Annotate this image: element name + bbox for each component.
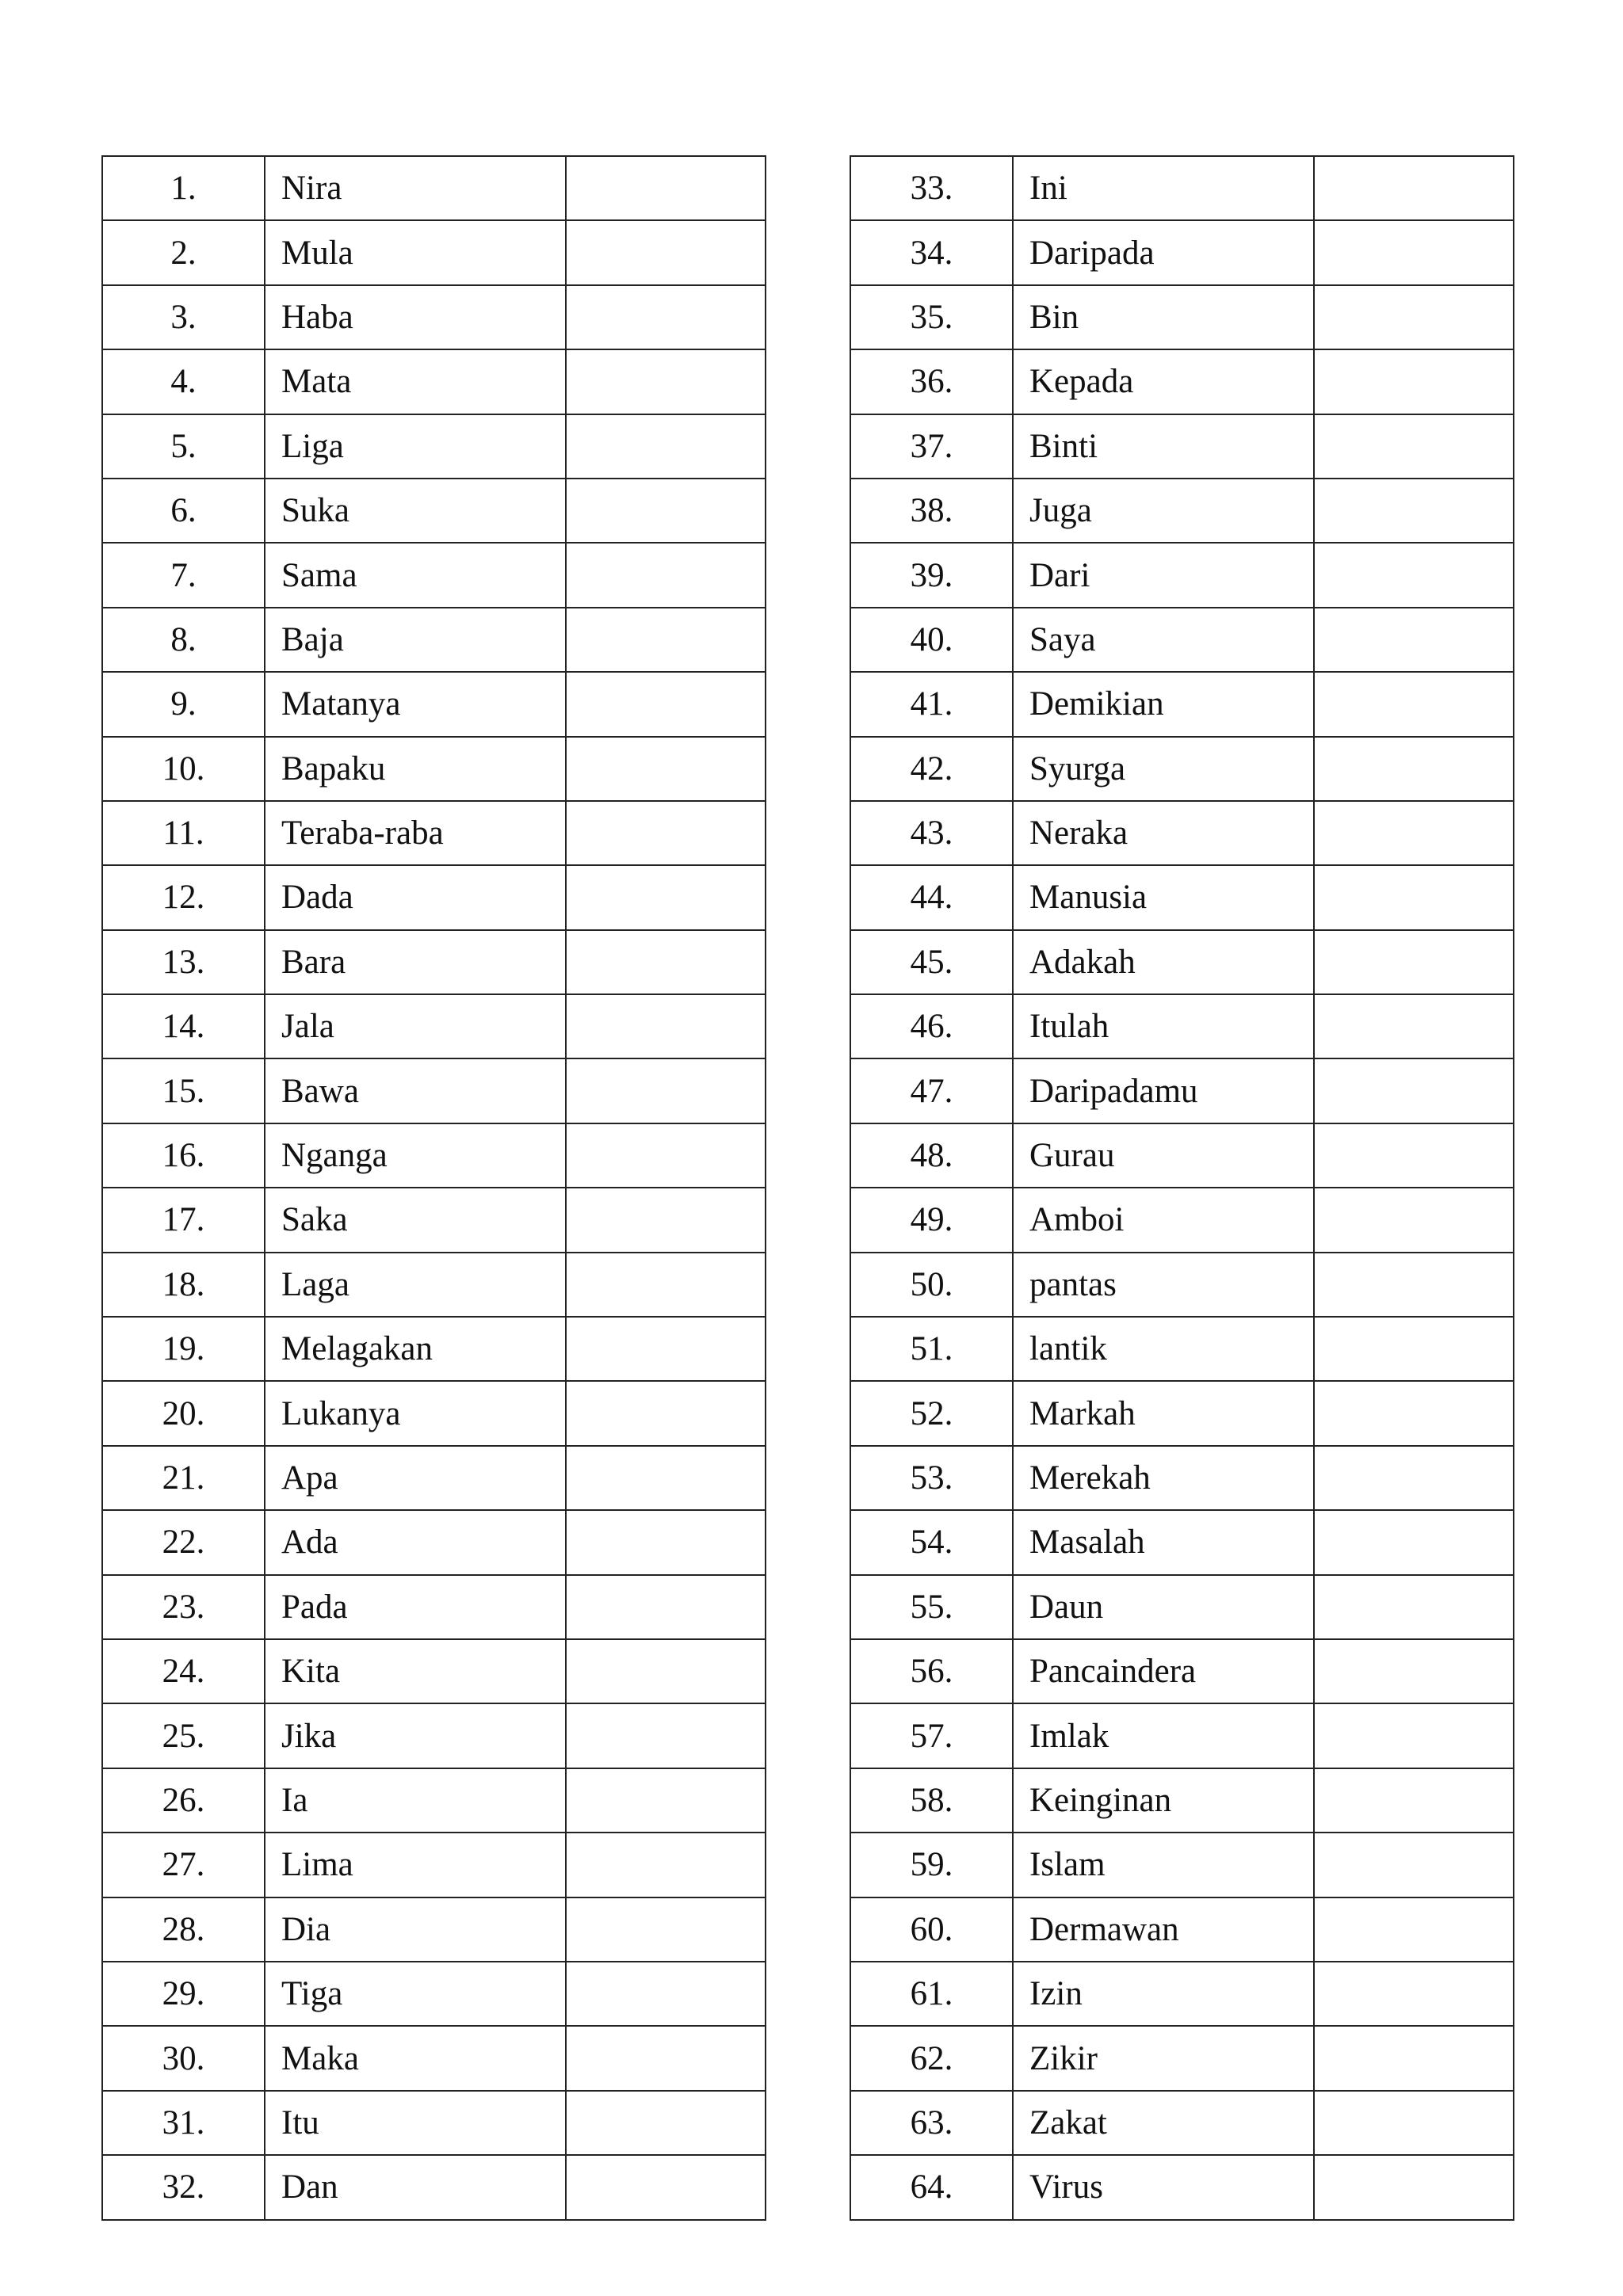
table-row — [850, 543, 1514, 607]
answer-blank-cell — [1314, 1253, 1514, 1317]
answer-blank-cell — [1314, 2026, 1514, 2090]
answer-blank-cell — [1314, 2155, 1514, 2219]
table-row — [102, 801, 766, 865]
answer-blank-cell — [1314, 1639, 1514, 1703]
word-cell: Apa — [265, 1446, 566, 1510]
word-cell: Zikir — [1013, 2026, 1314, 2090]
row-number-cell: 57. — [850, 1703, 1013, 1768]
table-row — [102, 285, 766, 349]
row-number-cell: 30. — [102, 2026, 265, 2090]
answer-blank-cell — [1314, 1510, 1514, 1574]
table-row — [102, 2155, 766, 2219]
row-number-cell: 60. — [850, 1897, 1013, 1962]
answer-blank-cell — [566, 930, 766, 994]
row-number-cell: 23. — [102, 1575, 265, 1639]
table-row — [850, 414, 1514, 479]
answer-blank-cell — [566, 1446, 766, 1510]
table-row — [850, 1833, 1514, 1897]
row-number-cell: 47. — [850, 1058, 1013, 1123]
row-number-cell: 12. — [102, 865, 265, 929]
word-cell: Itu — [265, 2091, 566, 2155]
table-row — [102, 414, 766, 479]
word-cell: Liga — [265, 414, 566, 479]
word-cell: Markah — [1013, 1381, 1314, 1445]
word-cell: Jala — [265, 994, 566, 1058]
row-number-cell: 44. — [850, 865, 1013, 929]
answer-blank-cell — [566, 2091, 766, 2155]
table-row — [850, 1253, 1514, 1317]
row-number-cell: 7. — [102, 543, 265, 607]
table-row — [102, 1833, 766, 1897]
row-number-cell: 48. — [850, 1123, 1013, 1188]
table-row — [850, 156, 1514, 220]
answer-blank-cell — [1314, 672, 1514, 736]
row-number-cell: 51. — [850, 1317, 1013, 1381]
row-number-cell: 49. — [850, 1188, 1013, 1252]
answer-blank-cell — [566, 1253, 766, 1317]
answer-blank-cell — [1314, 1317, 1514, 1381]
row-number-cell: 64. — [850, 2155, 1013, 2219]
word-cell: Suka — [265, 479, 566, 543]
table-row — [850, 672, 1514, 736]
word-cell: Keinginan — [1013, 1768, 1314, 1833]
table-row — [850, 220, 1514, 284]
answer-blank-cell — [566, 801, 766, 865]
answer-blank-cell — [1314, 930, 1514, 994]
table-row — [850, 1962, 1514, 2026]
word-cell: Jika — [265, 1703, 566, 1768]
row-number-cell: 9. — [102, 672, 265, 736]
word-cell: Matanya — [265, 672, 566, 736]
table-row — [850, 1768, 1514, 1833]
answer-blank-cell — [566, 1897, 766, 1962]
row-number-cell: 13. — [102, 930, 265, 994]
word-cell: Kita — [265, 1639, 566, 1703]
table-row — [102, 1768, 766, 1833]
word-cell: Mata — [265, 349, 566, 414]
row-number-cell: 14. — [102, 994, 265, 1058]
row-number-cell: 21. — [102, 1446, 265, 1510]
answer-blank-cell — [566, 672, 766, 736]
answer-blank-cell — [566, 1123, 766, 1188]
row-number-cell: 28. — [102, 1897, 265, 1962]
table-row — [102, 1381, 766, 1445]
row-number-cell: 38. — [850, 479, 1013, 543]
row-number-cell: 33. — [850, 156, 1013, 220]
word-list-table-right — [850, 155, 1514, 2221]
word-cell: Saka — [265, 1188, 566, 1252]
word-cell: Lukanya — [265, 1381, 566, 1445]
answer-blank-cell — [566, 1381, 766, 1445]
table-row — [102, 543, 766, 607]
table-row — [102, 156, 766, 220]
row-number-cell: 3. — [102, 285, 265, 349]
row-number-cell: 20. — [102, 1381, 265, 1445]
answer-blank-cell — [1314, 1446, 1514, 1510]
row-number-cell: 15. — [102, 1058, 265, 1123]
word-cell: Dia — [265, 1897, 566, 1962]
answer-blank-cell — [1314, 1703, 1514, 1768]
word-cell: Daripadamu — [1013, 1058, 1314, 1123]
table-row — [102, 1639, 766, 1703]
table-row — [850, 1575, 1514, 1639]
row-number-cell: 32. — [102, 2155, 265, 2219]
answer-blank-cell — [566, 1510, 766, 1574]
word-cell: Bara — [265, 930, 566, 994]
row-number-cell: 17. — [102, 1188, 265, 1252]
row-number-cell: 41. — [850, 672, 1013, 736]
word-cell: Izin — [1013, 1962, 1314, 2026]
answer-blank-cell — [1314, 479, 1514, 543]
word-cell: Daun — [1013, 1575, 1314, 1639]
word-cell: lantik — [1013, 1317, 1314, 1381]
answer-blank-cell — [566, 1703, 766, 1768]
answer-blank-cell — [566, 285, 766, 349]
answer-blank-cell — [1314, 1575, 1514, 1639]
word-cell: Melagakan — [265, 1317, 566, 1381]
table-row — [850, 2091, 1514, 2155]
answer-blank-cell — [1314, 865, 1514, 929]
word-cell: Dari — [1013, 543, 1314, 607]
row-number-cell: 56. — [850, 1639, 1013, 1703]
table-row — [102, 608, 766, 672]
row-number-cell: 11. — [102, 801, 265, 865]
table-row — [102, 1510, 766, 1574]
row-number-cell: 16. — [102, 1123, 265, 1188]
table-row — [102, 930, 766, 994]
word-cell: Maka — [265, 2026, 566, 2090]
answer-blank-cell — [1314, 2091, 1514, 2155]
word-cell: Demikian — [1013, 672, 1314, 736]
row-number-cell: 54. — [850, 1510, 1013, 1574]
table-row — [102, 865, 766, 929]
word-list-table-left — [101, 155, 766, 2221]
row-number-cell: 59. — [850, 1833, 1013, 1897]
word-cell: Tiga — [265, 1962, 566, 2026]
table-row — [102, 220, 766, 284]
word-cell: Teraba-raba — [265, 801, 566, 865]
row-number-cell: 42. — [850, 737, 1013, 801]
table-row — [102, 1123, 766, 1188]
answer-blank-cell — [566, 994, 766, 1058]
word-cell: Bin — [1013, 285, 1314, 349]
table-row — [102, 2091, 766, 2155]
table-row — [850, 1317, 1514, 1381]
answer-blank-cell — [1314, 608, 1514, 672]
answer-blank-cell — [1314, 156, 1514, 220]
answer-blank-cell — [1314, 285, 1514, 349]
table-row — [850, 1123, 1514, 1188]
word-cell: Baja — [265, 608, 566, 672]
table-row — [850, 479, 1514, 543]
answer-blank-cell — [566, 349, 766, 414]
table-row — [850, 930, 1514, 994]
answer-blank-cell — [1314, 1768, 1514, 1833]
row-number-cell: 24. — [102, 1639, 265, 1703]
word-cell: Gurau — [1013, 1123, 1314, 1188]
table-row — [850, 737, 1514, 801]
word-cell: Virus — [1013, 2155, 1314, 2219]
word-cell: Adakah — [1013, 930, 1314, 994]
row-number-cell: 53. — [850, 1446, 1013, 1510]
table-row — [102, 1188, 766, 1252]
word-cell: pantas — [1013, 1253, 1314, 1317]
row-number-cell: 4. — [102, 349, 265, 414]
row-number-cell: 37. — [850, 414, 1013, 479]
row-number-cell: 52. — [850, 1381, 1013, 1445]
word-cell: Imlak — [1013, 1703, 1314, 1768]
word-cell: Itulah — [1013, 994, 1314, 1058]
table-row — [102, 994, 766, 1058]
table-row — [102, 1446, 766, 1510]
table-row — [102, 349, 766, 414]
row-number-cell: 2. — [102, 220, 265, 284]
row-number-cell: 26. — [102, 1768, 265, 1833]
answer-blank-cell — [1314, 801, 1514, 865]
row-number-cell: 27. — [102, 1833, 265, 1897]
answer-blank-cell — [566, 865, 766, 929]
row-number-cell: 55. — [850, 1575, 1013, 1639]
word-cell: Dada — [265, 865, 566, 929]
word-cell: Lima — [265, 1833, 566, 1897]
table-row — [850, 1058, 1514, 1123]
table-row — [102, 1058, 766, 1123]
answer-blank-cell — [1314, 1381, 1514, 1445]
word-cell: Ini — [1013, 156, 1314, 220]
answer-blank-cell — [1314, 1058, 1514, 1123]
word-cell: Haba — [265, 285, 566, 349]
row-number-cell: 46. — [850, 994, 1013, 1058]
table-row — [102, 1253, 766, 1317]
answer-blank-cell — [1314, 1188, 1514, 1252]
row-number-cell: 22. — [102, 1510, 265, 1574]
answer-blank-cell — [566, 220, 766, 284]
answer-blank-cell — [566, 2026, 766, 2090]
table-row — [102, 1962, 766, 2026]
table-row — [850, 1510, 1514, 1574]
row-number-cell: 18. — [102, 1253, 265, 1317]
row-number-cell: 58. — [850, 1768, 1013, 1833]
word-cell: Islam — [1013, 1833, 1314, 1897]
word-cell: Manusia — [1013, 865, 1314, 929]
word-cell: Pancaindera — [1013, 1639, 1314, 1703]
answer-blank-cell — [566, 1768, 766, 1833]
table-row — [102, 737, 766, 801]
answer-blank-cell — [566, 543, 766, 607]
word-cell: Ia — [265, 1768, 566, 1833]
table-row — [850, 285, 1514, 349]
table-row — [850, 1188, 1514, 1252]
answer-blank-cell — [566, 1058, 766, 1123]
row-number-cell: 35. — [850, 285, 1013, 349]
row-number-cell: 43. — [850, 801, 1013, 865]
answer-blank-cell — [566, 414, 766, 479]
word-list-body — [850, 156, 1514, 2220]
answer-blank-cell — [566, 479, 766, 543]
word-cell: Neraka — [1013, 801, 1314, 865]
table-row — [850, 349, 1514, 414]
table-row — [850, 1446, 1514, 1510]
table-row — [850, 608, 1514, 672]
row-number-cell: 31. — [102, 2091, 265, 2155]
table-row — [102, 479, 766, 543]
answer-blank-cell — [566, 1962, 766, 2026]
table-row — [850, 1381, 1514, 1445]
row-number-cell: 6. — [102, 479, 265, 543]
row-number-cell: 50. — [850, 1253, 1013, 1317]
word-cell: Amboi — [1013, 1188, 1314, 1252]
row-number-cell: 25. — [102, 1703, 265, 1768]
word-cell: Dan — [265, 2155, 566, 2219]
word-cell: Nganga — [265, 1123, 566, 1188]
answer-blank-cell — [1314, 414, 1514, 479]
word-cell: Binti — [1013, 414, 1314, 479]
row-number-cell: 5. — [102, 414, 265, 479]
table-row — [850, 2026, 1514, 2090]
answer-blank-cell — [566, 1575, 766, 1639]
table-row — [850, 1897, 1514, 1962]
row-number-cell: 10. — [102, 737, 265, 801]
word-cell: Kepada — [1013, 349, 1314, 414]
table-row — [850, 994, 1514, 1058]
answer-blank-cell — [566, 156, 766, 220]
answer-blank-cell — [566, 1639, 766, 1703]
row-number-cell: 61. — [850, 1962, 1013, 2026]
row-number-cell: 8. — [102, 608, 265, 672]
word-cell: Dermawan — [1013, 1897, 1314, 1962]
table-row — [102, 2026, 766, 2090]
word-cell: Masalah — [1013, 1510, 1314, 1574]
answer-blank-cell — [566, 1833, 766, 1897]
answer-blank-cell — [1314, 349, 1514, 414]
row-number-cell: 63. — [850, 2091, 1013, 2155]
answer-blank-cell — [1314, 1123, 1514, 1188]
table-row — [102, 672, 766, 736]
answer-blank-cell — [1314, 1833, 1514, 1897]
row-number-cell: 29. — [102, 1962, 265, 2026]
row-number-cell: 39. — [850, 543, 1013, 607]
table-row — [102, 1703, 766, 1768]
table-row — [102, 1575, 766, 1639]
word-cell: Syurga — [1013, 737, 1314, 801]
row-number-cell: 40. — [850, 608, 1013, 672]
word-cell: Zakat — [1013, 2091, 1314, 2155]
table-row — [850, 1703, 1514, 1768]
table-row — [850, 801, 1514, 865]
answer-blank-cell — [566, 2155, 766, 2219]
row-number-cell: 1. — [102, 156, 265, 220]
answer-blank-cell — [566, 1188, 766, 1252]
answer-blank-cell — [1314, 737, 1514, 801]
word-cell: Saya — [1013, 608, 1314, 672]
row-number-cell: 36. — [850, 349, 1013, 414]
answer-blank-cell — [1314, 220, 1514, 284]
table-row — [850, 2155, 1514, 2219]
word-cell: Daripada — [1013, 220, 1314, 284]
word-list-body — [102, 156, 766, 2220]
row-number-cell: 19. — [102, 1317, 265, 1381]
word-cell: Nira — [265, 156, 566, 220]
word-cell: Ada — [265, 1510, 566, 1574]
answer-blank-cell — [1314, 543, 1514, 607]
word-cell: Mula — [265, 220, 566, 284]
row-number-cell: 45. — [850, 930, 1013, 994]
table-row — [102, 1317, 766, 1381]
word-cell: Laga — [265, 1253, 566, 1317]
word-cell: Sama — [265, 543, 566, 607]
answer-blank-cell — [1314, 1897, 1514, 1962]
answer-blank-cell — [566, 737, 766, 801]
word-cell: Bapaku — [265, 737, 566, 801]
table-row — [850, 865, 1514, 929]
word-cell: Pada — [265, 1575, 566, 1639]
answer-blank-cell — [566, 608, 766, 672]
word-cell: Juga — [1013, 479, 1314, 543]
answer-blank-cell — [1314, 994, 1514, 1058]
word-cell: Bawa — [265, 1058, 566, 1123]
row-number-cell: 34. — [850, 220, 1013, 284]
answer-blank-cell — [566, 1317, 766, 1381]
row-number-cell: 62. — [850, 2026, 1013, 2090]
table-row — [102, 1897, 766, 1962]
answer-blank-cell — [1314, 1962, 1514, 2026]
table-row — [850, 1639, 1514, 1703]
word-cell: Merekah — [1013, 1446, 1314, 1510]
